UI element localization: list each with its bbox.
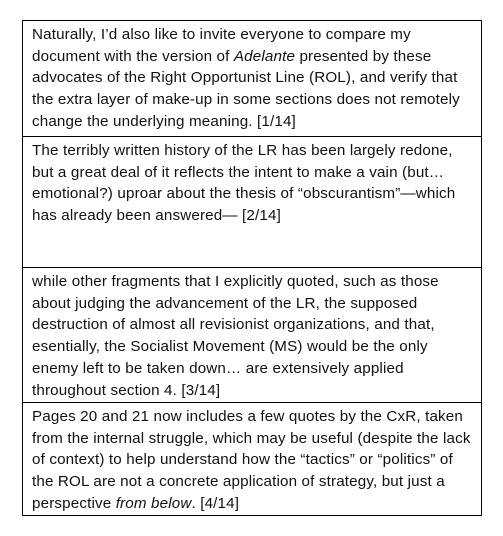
segment-4-italic: from below [115, 494, 192, 512]
segment-4-text-a: Pages 20 and 21 now includes a few quotes by the CxR, taken from the internal struggle, which may be useful (despite the lack of context) to help understand how the “tactics” or “politics” of the ROL are not a concrete application of strategy, but just a perspective [32, 408, 471, 512]
segment-1-text-a: Naturally, I’d also like to invite everyone to compare my document with the version of [32, 26, 411, 65]
table-row-1 [23, 21, 481, 137]
text-table [22, 20, 482, 516]
segment-1-italic: Adelante [233, 47, 296, 65]
segment-1-text-b: presented by these advocates of the Right Opportunist Line (ROL), and verify that the extra layer of make-up in some sections does not remotely change the underlying meaning. [1/14] [32, 47, 460, 130]
table-row-2 [23, 137, 481, 268]
segment-3-text: while other fragments that I explicitly quoted, such as those about judging the advancement of the LR, the supposed destruction of almost all revisionist organizations, and that, esentially, the Socialist Movement (MS) would be the only enemy left to be taken down… are extensively applied throughout section 4. [3/14] [32, 273, 439, 399]
table-row-4 [23, 403, 481, 515]
segment-2-text: The terribly written history of the LR has been largely redone, but a great deal of it reflects the intent to make a vain (but… emotional?) uproar about the thesis of “obscurantism”—which has already been answered— [2/14] [32, 142, 456, 225]
table-row-3 [23, 268, 481, 403]
segment-4-text-b: . [4/14] [191, 494, 240, 512]
